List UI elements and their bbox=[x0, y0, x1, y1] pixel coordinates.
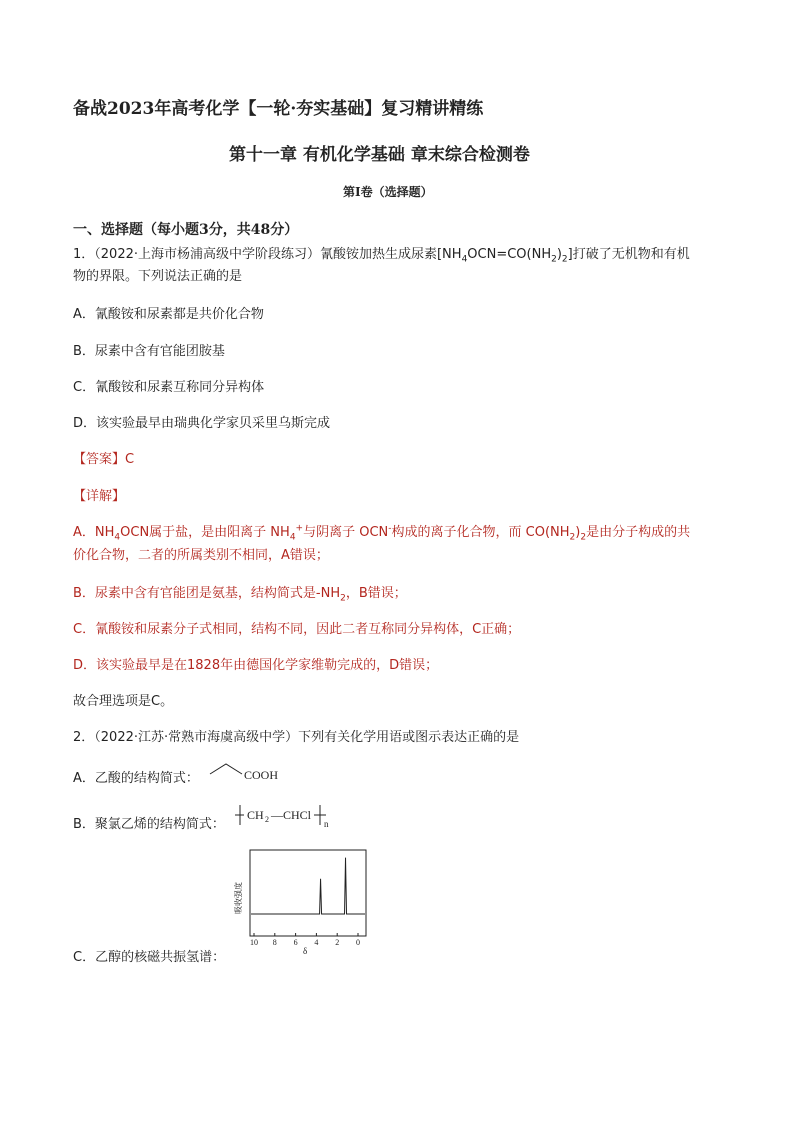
section-title: 一、选择题（每小题3分，共48分） bbox=[73, 222, 299, 238]
exp-a-sub2b: 2 bbox=[580, 532, 587, 543]
q1-stem-part-c: ) bbox=[556, 247, 562, 262]
q1-stem-part-b: OCN=CO(NH bbox=[467, 247, 552, 262]
exp-a-nh4-sup: + bbox=[295, 523, 304, 534]
pvc-structural-formula bbox=[234, 801, 344, 829]
exp-a-part5: ) bbox=[575, 525, 581, 540]
q1-sub-2b: 2 bbox=[561, 254, 568, 265]
q1-sub-4: 4 bbox=[461, 254, 468, 265]
q2-option-b: B．聚氯乙烯的结构简式： bbox=[73, 817, 225, 832]
nmr-tick-label: 4 bbox=[314, 938, 319, 947]
pvc-chcl-label: —CHCl bbox=[271, 808, 312, 822]
acetic-acid-skeletal-formula bbox=[208, 758, 288, 784]
q1-explain-a-line2: 价化合物，二者的所属类别不相同，A错误； bbox=[73, 548, 329, 563]
nmr-tick-label: 8 bbox=[272, 938, 277, 947]
exp-a-part3: 与阴离子 OCN bbox=[303, 525, 389, 540]
q1-option-d: D．该实验最早由瑞典化学家贝采里乌斯完成 bbox=[73, 416, 331, 431]
exp-a-sub2a: 2 bbox=[569, 532, 576, 543]
q2-option-a: A．乙酸的结构简式： bbox=[73, 771, 199, 786]
exp-a-sub4: 4 bbox=[114, 532, 121, 543]
nmr-tick-label: 6 bbox=[293, 938, 298, 947]
answer-label: 【答案】 bbox=[73, 452, 126, 467]
volume-label: 第I卷（选择题） bbox=[343, 185, 433, 199]
exp-a-ocn-sup: - bbox=[388, 523, 392, 534]
nmr-xlabel: δ bbox=[303, 946, 308, 956]
answer-value: C bbox=[125, 452, 135, 467]
q1-answer bbox=[73, 448, 134, 467]
document-title: 备战2023年高考化学【一轮·夯实基础】复习精讲精练 bbox=[73, 99, 484, 119]
nmr-ylabel: 吸收强度 bbox=[234, 882, 243, 914]
exp-b-sub2: 2 bbox=[340, 593, 346, 604]
nmr-spectrum-chart bbox=[228, 846, 374, 958]
exp-a-part2: OCN属于盐，是由阳离子 NH bbox=[120, 525, 290, 540]
q1-option-c: C．氰酸铵和尿素互称同分异构体 bbox=[73, 380, 265, 395]
nmr-tick-label: 2 bbox=[335, 938, 340, 947]
q1-detail-label: 【详解】 bbox=[73, 489, 126, 504]
exp-a-nh4-sub: 4 bbox=[289, 532, 296, 543]
pvc-n-subscript: n bbox=[324, 819, 329, 829]
exp-a-part6: 是由分子构成的共 bbox=[586, 525, 691, 540]
nmr-spectrum-line bbox=[251, 858, 365, 914]
chapter-title: 第十一章 有机化学基础 章末综合检测卷 bbox=[229, 145, 530, 165]
pvc-ch-sub2: 2 bbox=[265, 815, 269, 824]
q1-stem-line1 bbox=[73, 243, 690, 265]
pvc-ch-label: CH bbox=[247, 808, 264, 822]
nmr-frame bbox=[250, 850, 366, 936]
exp-a-part1: A．NH bbox=[73, 525, 115, 540]
exp-b-part1: B．尿素中含有官能团是氨基，结构简式是-NH bbox=[73, 586, 341, 601]
q2-option-c: C．乙醇的核磁共振氢谱： bbox=[73, 950, 226, 965]
q1-option-a: A．氰酸铵和尿素都是共价化合物 bbox=[73, 307, 264, 322]
acetic-acid-cooh-label: COOH bbox=[244, 768, 279, 782]
q1-explain-a-line1 bbox=[73, 521, 691, 543]
skeletal-bonds bbox=[210, 764, 242, 774]
nmr-tick-labels bbox=[250, 933, 360, 947]
q1-explain-d: D．该实验最早是在1828年由德国化学家维勒完成的，D错误； bbox=[73, 658, 439, 673]
q1-conclusion: 故合理选项是C。 bbox=[73, 694, 174, 709]
q1-explain-c: C．氰酸铵和尿素分子式相同，结构不同，因此二者互称同分异构体，C正确； bbox=[73, 622, 521, 637]
nmr-tick-label: 10 bbox=[250, 938, 258, 947]
q1-sub-2a: 2 bbox=[551, 254, 557, 265]
q1-stem-part-d: ]打破了无机物和有机 bbox=[567, 247, 690, 262]
exp-b-part2: ，B错误； bbox=[345, 586, 407, 601]
q1-explain-b bbox=[73, 582, 407, 604]
q1-stem-line2: 物的界限。下列说法正确的是 bbox=[73, 269, 243, 284]
q1-stem-part-a: 1．（2022·上海市杨浦高级中学阶段练习）氰酸铵加热生成尿素[NH bbox=[73, 247, 462, 262]
q1-option-b: B．尿素中含有官能团胺基 bbox=[73, 344, 225, 359]
exp-a-part4: 构成的离子化合物，而 CO(NH bbox=[391, 525, 570, 540]
q2-stem: 2．（2022·江苏·常熟市海虞高级中学）下列有关化学用语或图示表达正确的是 bbox=[73, 730, 520, 745]
nmr-tick-label: 0 bbox=[356, 938, 360, 947]
